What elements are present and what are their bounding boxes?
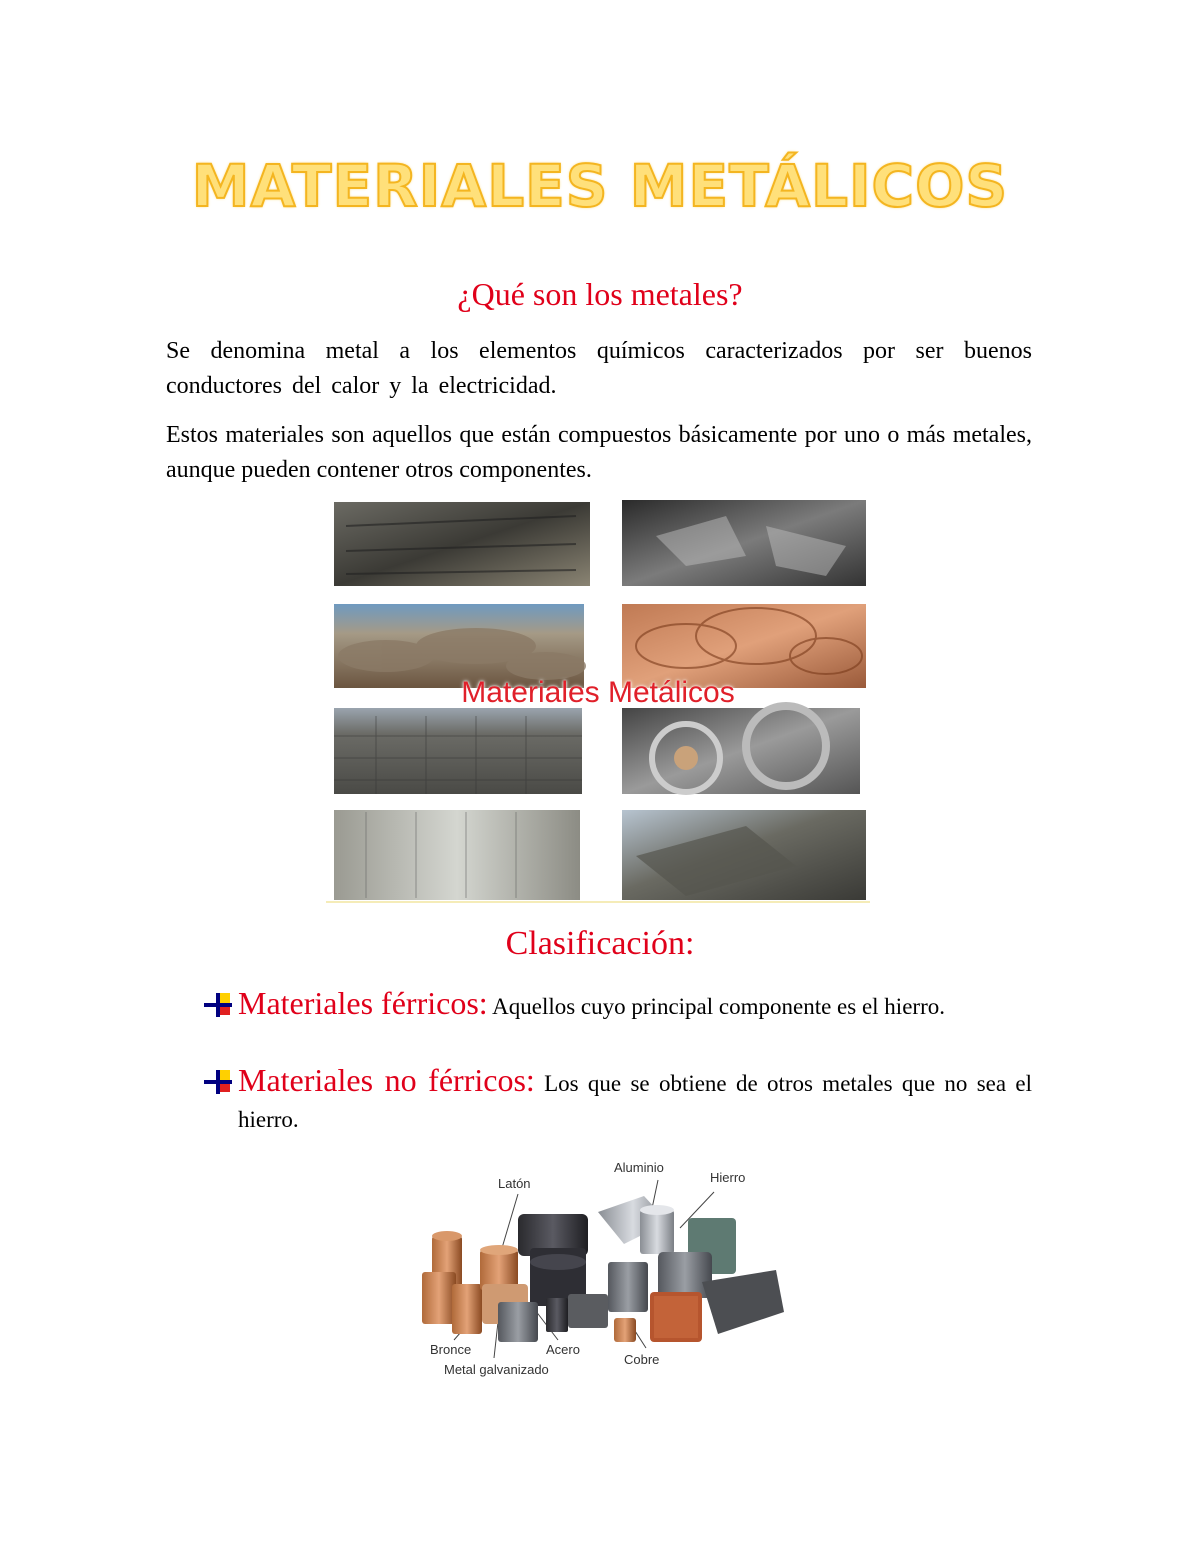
collage-label: Materiales Metálicos bbox=[461, 676, 735, 709]
bullet-cross-icon bbox=[204, 1070, 232, 1094]
label-acero: Acero bbox=[546, 1342, 580, 1357]
list-item-non-ferrous bbox=[204, 1062, 1032, 1138]
page-title: MATERIALES METÁLICOS bbox=[191, 152, 1009, 220]
label-hierro: Hierro bbox=[710, 1170, 746, 1185]
label-metal-galvanizado: Metal galvanizado bbox=[444, 1362, 549, 1377]
list-item-ferrous bbox=[204, 985, 1032, 1025]
section-heading-what-are-metals: ¿Qué son los metales? bbox=[457, 276, 743, 312]
definition-ferrous: Aquellos cuyo principal componente es el hierro. bbox=[487, 994, 945, 1019]
term-ferrous: Materiales férricos: bbox=[238, 985, 488, 1021]
definition-non-ferrous: Los que se obtiene de otros metales que no sea el hierro. bbox=[238, 1071, 1032, 1132]
term-non-ferrous: Materiales no férricos: bbox=[238, 1062, 535, 1098]
photo-aluminum-bales bbox=[334, 708, 582, 794]
metal-materials-collage bbox=[326, 496, 870, 904]
bullet-cross-icon bbox=[204, 993, 232, 1017]
label-bronce: Bronce bbox=[430, 1342, 472, 1357]
label-laton: Latón bbox=[498, 1176, 531, 1191]
section-heading-classification: Clasificación: bbox=[505, 925, 695, 962]
label-cobre: Cobre bbox=[624, 1352, 660, 1367]
photo-metal-strips bbox=[334, 810, 580, 900]
metal-samples-illustration bbox=[418, 1152, 790, 1384]
label-aluminio: Aluminio bbox=[614, 1160, 664, 1175]
paragraph-composition: Estos materiales son aquellos que están compuestos básicamente por uno o más metales, aunque pueden contener otros componentes. bbox=[166, 422, 1032, 483]
paragraph-definition: Se denomina metal a los elementos químicos caracterizados por ser buenos conductores del calor y la electricidad. bbox=[166, 338, 1032, 399]
metals-samples-figure bbox=[418, 1152, 790, 1384]
